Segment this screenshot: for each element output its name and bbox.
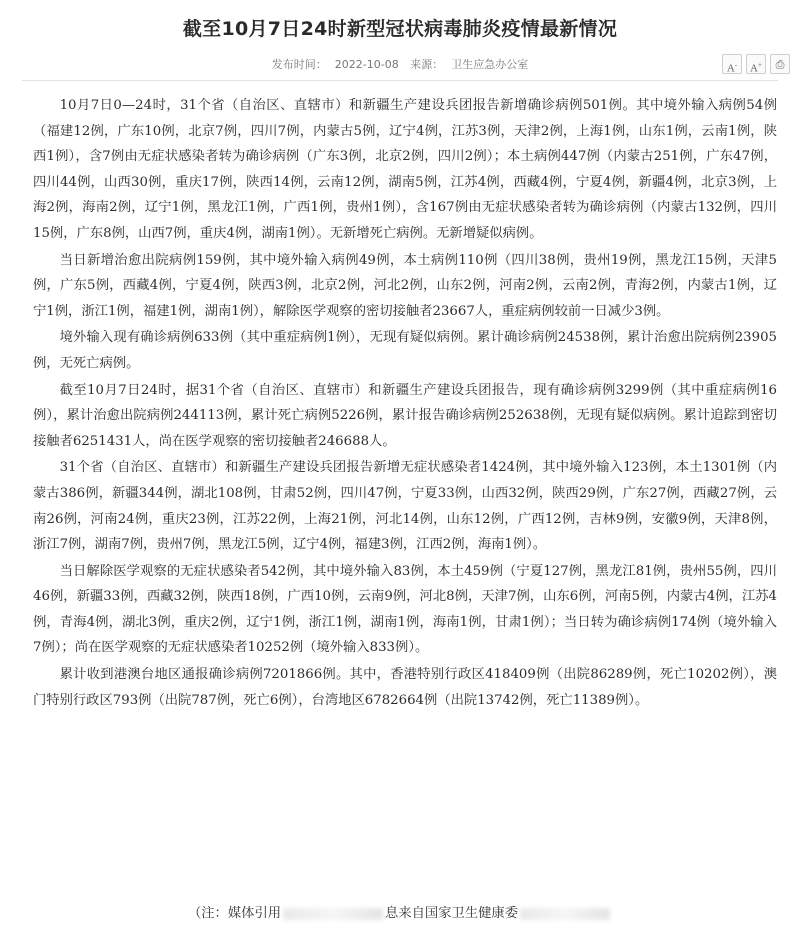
page-title: 截至10月7日24时新型冠状病毒肺炎疫情最新情况 — [182, 18, 618, 40]
blurred-text — [283, 908, 383, 920]
font-tools — [722, 54, 790, 74]
footnote — [0, 902, 800, 921]
paragraph-new-cases: 10月7日0—24时，31个省（自治区、直辖市）和新疆生产建设兵团报告新增确诊病例501例。其中境外输入病例54例（福建12例，广东10例，北京7例，四川7例，内蒙古5例，辽宁4例，江苏3例，天津2例，上海1例，山东1例，云南1例，陕西1例），含7例由无症状感染者转为确诊病例（广东3例，北京2例，四川2例）；本土病例447例（内蒙古251例，广东47例，四川44例，山西30例，重庆17例，陕西14例，云南12例，湖南5例，江苏4例，西藏4例，宁夏4例，新疆4例，北京3例，上海2例，海南2例，辽宁1例，黑龙江1例，广西1例，贵州1例），含167例由无症状感染者转为确诊病例（内蒙古132例，四川15例，广东8例，山西7例，重庆4例，湖南1例）。无新增死亡病例。无新增疑似病例。 — [33, 98, 777, 241]
article-body — [33, 93, 777, 714]
paragraph-hk-mo-tw: 累计收到港澳台地区通报确诊病例7201866例。其中，香港特别行政区418409例（出院86289例，死亡10202例），澳门特别行政区793例（出院787例，死亡6例），台湾地区6782664例（出院13742例，死亡11389例）。 — [33, 667, 777, 708]
paragraph-imported: 境外输入现有确诊病例633例（其中重症病例1例），无现有疑似病例。累计确诊病例24538例，累计治愈出院病例23905例，无死亡病例。 — [33, 330, 777, 371]
footnote-prefix: （注：媒体引用 — [187, 906, 282, 921]
paragraph-recovered: 当日新增治愈出院病例159例，其中境外输入病例49例，本土病例110例（四川38例，贵州19例，黑龙江15例，天津5例，广东5例，西藏4例，宁夏4例，陕西3例，北京2例，河北2例，山东2例，河南2例，云南2例，青海2例，内蒙古1例，辽宁1例，浙江1例，福建1例，湖南1例），解除医学观察的密切接触者23667人，重症病例较前一日减少3例。 — [33, 252, 777, 319]
font-increase-button[interactable]: A+ — [746, 54, 766, 74]
paragraph-cumulative: 截至10月7日24时，据31个省（自治区、直辖市）和新疆生产建设兵团报告，现有确诊病例3299例（其中重症病例16例），累计治愈出院病例244113例，累计死亡病例5226例，累计报告确诊病例252638例，无现有疑似病例。累计追踪到密切接触者6251431人，尚在医学观察的密切接触者246688人。 — [33, 382, 777, 449]
footnote-suffix: 息来自国家卫生健康委 — [385, 906, 519, 921]
font-decrease-button[interactable]: A- — [722, 54, 742, 74]
paragraph-asymptomatic: 31个省（自治区、直辖市）和新疆生产建设兵团报告新增无症状感染者1424例，其中境外输入123例，本土1301例（内蒙古386例，新疆344例，湖北108例，甘肃52例，四川47例，宁夏33例，山西32例，陕西29例，广东27例，西藏27例，云南26例，河南24例，重庆23例，江苏22例，上海21例，河北14例，山东12例，广西12例，吉林9例，安徽9例，天津8例，浙江7例，湖南7例，贵州7例，黑龙江5例，辽宁4例，福建3例，江西2例，海南1例）。 — [33, 460, 777, 553]
article-meta — [0, 56, 800, 72]
publish-label: 发布时间： — [271, 58, 327, 71]
print-icon[interactable]: ⎙ — [770, 54, 790, 74]
source-name: 卫生应急办公室 — [451, 58, 529, 71]
publish-date: 2022-10-08 — [334, 58, 399, 71]
paragraph-asymptomatic-released: 当日解除医学观察的无症状感染者542例，其中境外输入83例，本土459例（宁夏127例，黑龙江81例，贵州55例，四川46例，新疆33例，西藏32例，陕西18例，广西10例，云南9例，河北8例，天津7例，山东6例，河南5例，内蒙古4例，江苏4例，青海4例，湖北3例，重庆2例，辽宁1例，浙江1例，湖南1例，海南1例，甘肃1例）；当日转为确诊病例174例（境外输入7例）；尚在医学观察的无症状感染者10252例（境外输入833例）。 — [33, 563, 777, 656]
blurred-text — [520, 908, 610, 920]
title-divider — [22, 80, 778, 81]
source-label: 来源： — [410, 58, 444, 71]
